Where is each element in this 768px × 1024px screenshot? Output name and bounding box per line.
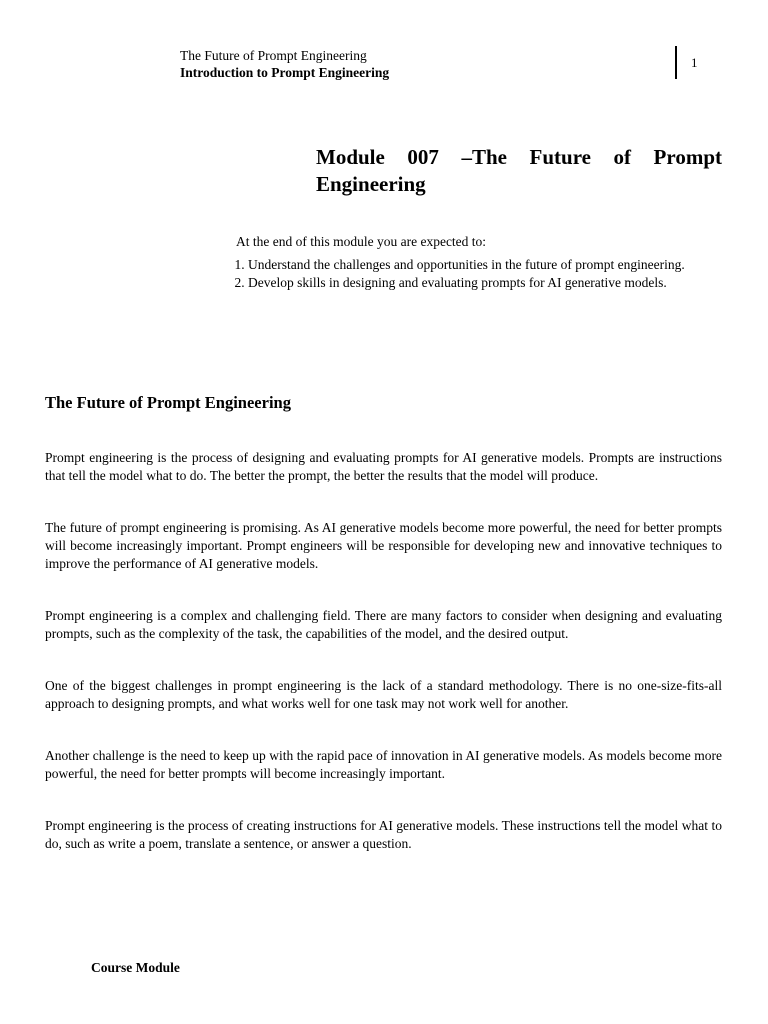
course-title: Introduction to Prompt Engineering — [180, 65, 390, 80]
objectives-intro: At the end of this module you are expected to: — [236, 234, 487, 249]
module-title-line2: Engineering — [316, 172, 426, 196]
body-paragraph: The future of prompt engineering is promising. As AI generative models become more powerful, the need for better prompts will become increasingly important. Prompt engineers will be responsible for developing new and innovative techniques to improve the performance of AI generative models. — [45, 520, 722, 571]
objective-item: 2. Develop skills in designing and evaluating prompts for AI generative models. — [248, 274, 722, 292]
page-header — [180, 47, 389, 81]
module-title-line1: Module 007 –The Future of Prompt — [316, 145, 722, 169]
document-title: The Future of Prompt Engineering — [180, 48, 367, 63]
footer-label: Course Module — [91, 960, 180, 975]
learning-objectives — [228, 233, 722, 292]
section-heading: The Future of Prompt Engineering — [45, 393, 291, 412]
objectives-list — [228, 256, 722, 292]
page-number: 1 — [691, 55, 698, 70]
body-paragraph: Another challenge is the need to keep up with the rapid pace of innovation in AI generative models. As models become more powerful, the need for better prompts will become increasingly important. — [45, 748, 722, 781]
objective-item: 1. Understand the challenges and opportunities in the future of prompt engineering. — [248, 256, 722, 274]
body-paragraph: Prompt engineering is a complex and challenging field. There are many factors to consider when designing and evaluating prompts, such as the complexity of the task, the capabilities of the model, and the desired output. — [45, 608, 722, 641]
module-title — [316, 144, 722, 198]
section-body — [45, 449, 722, 887]
body-paragraph: Prompt engineering is the process of designing and evaluating prompts for AI generative models. Prompts are instructions that tell the model what to do. The better the prompt, the better the results that the model will produce. — [45, 450, 722, 483]
body-paragraph: One of the biggest challenges in prompt engineering is the lack of a standard methodology. There is no one-size-fits-all approach to designing prompts, and what works well for one task may not work well for another. — [45, 678, 722, 711]
body-paragraph: Prompt engineering is the process of creating instructions for AI generative models. These instructions tell the model what to do, such as write a poem, translate a sentence, or answer a question. — [45, 818, 722, 851]
header-divider — [675, 46, 677, 79]
